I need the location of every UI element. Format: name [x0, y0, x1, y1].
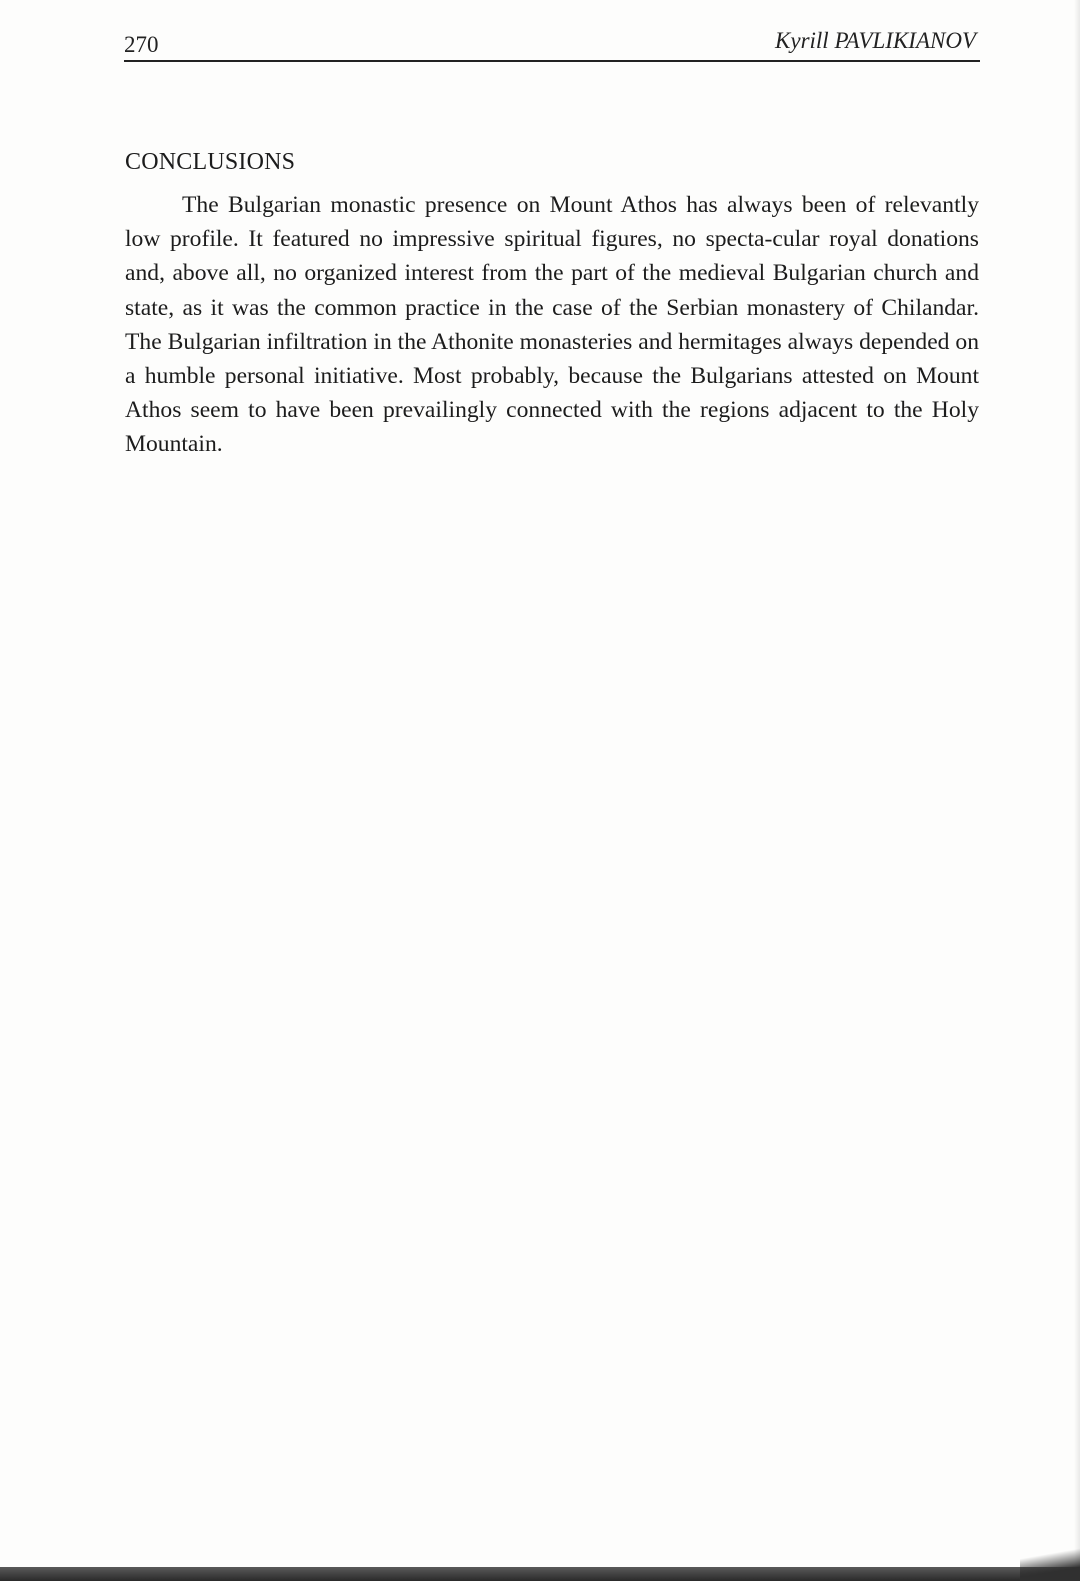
page-edge-shadow: [1074, 0, 1080, 1581]
scan-corner-shadow: [1020, 1537, 1080, 1581]
section-heading: CONCLUSIONS: [125, 149, 296, 175]
page-header: [124, 20, 980, 62]
conclusion-paragraph: The Bulgarian monastic presence on Mount Athos has always been of relevantly low profile. It featured no impressive spiritual figures, no specta-cular royal donations and, above all, no organized interest from the part of the medieval Bulgarian church and state, as it was the common practice in the case of the Serbian monastery of Chilandar. The Bulgarian infiltration in the Athonite monasteries and hermitages always depended on a humble personal initiative. Most probably, because the Bulgarians attested on Mount Athos seem to have been prevailingly connected with the regions adjacent to the Holy Mountain.: [125, 192, 979, 458]
running-head-author: Kyrill PAVLIKIANOV: [775, 28, 976, 53]
scan-bottom-edge: [0, 1567, 1080, 1581]
page-body: [125, 146, 979, 462]
page-number: 270: [124, 32, 159, 57]
